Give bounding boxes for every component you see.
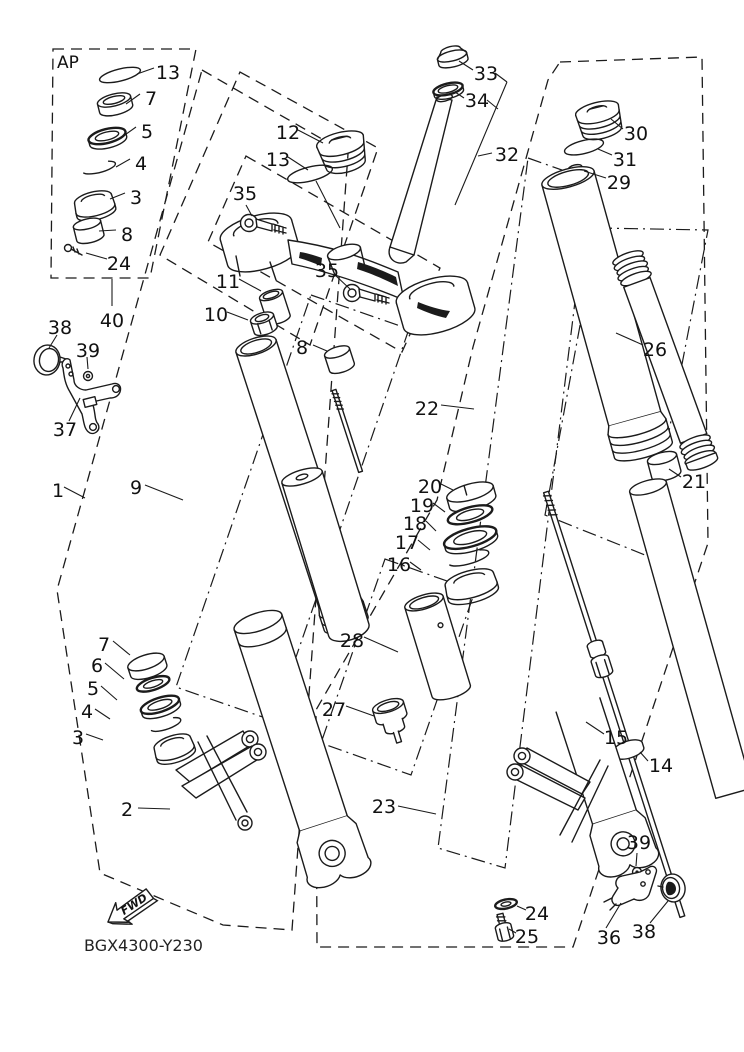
callout-31: 31: [612, 149, 638, 171]
callout-14: 14: [648, 755, 674, 777]
screw-24-ap: [65, 245, 83, 256]
spring-seat-27: [371, 696, 414, 747]
callout-3-left: 3: [71, 727, 85, 749]
callout-5-left: 5: [86, 678, 100, 700]
bolt-25-right: [492, 912, 514, 943]
callout-28: 28: [339, 630, 365, 652]
callout-4-left: 4: [80, 701, 94, 723]
callout-6-left: 6: [90, 655, 104, 677]
callout-40: 40: [99, 310, 125, 332]
clip-17: [448, 548, 490, 569]
callout-32: 32: [494, 144, 520, 166]
callout-26: 26: [642, 339, 668, 361]
cap-bolt-30: [574, 97, 626, 143]
part-code: BGX4300-Y230: [84, 936, 203, 955]
washer-24-right: [494, 897, 517, 910]
oil-seal-18: [442, 522, 500, 559]
washer-34: [432, 80, 465, 102]
callout-20: 20: [417, 476, 443, 498]
callout-38-left: 38: [47, 317, 73, 339]
callout-4-ap: 4: [134, 153, 148, 175]
screw-39-left: [84, 372, 93, 381]
callout-17: 17: [394, 532, 420, 554]
callout-7-ap: 7: [144, 88, 158, 110]
callout-38-right: 38: [631, 921, 657, 943]
bush-7-ap: [96, 90, 134, 119]
reflector-38-left: [32, 343, 66, 377]
callout-23: 23: [371, 796, 397, 818]
callout-9: 9: [129, 477, 143, 499]
callout-30: 30: [623, 123, 649, 145]
oring-13-crown: [286, 162, 334, 187]
callout-8-left: 8: [295, 337, 309, 359]
callout-3-ap: 3: [129, 187, 143, 209]
oil-seal-5-ap: [87, 125, 128, 153]
callout-1: 1: [51, 480, 65, 502]
spacer-28: [403, 589, 473, 703]
callout-39-right: 39: [626, 832, 652, 854]
callout-10: 10: [203, 304, 229, 326]
cap-8-left: [323, 343, 356, 376]
callout-35-upper: 35: [232, 183, 258, 205]
clip-4-ap: [82, 160, 116, 177]
callout-21: 21: [681, 471, 707, 493]
callout-34: 34: [464, 90, 490, 112]
callout-22: 22: [414, 398, 440, 420]
callout-37: 37: [52, 419, 78, 441]
inner-tube-15: [628, 476, 744, 799]
callout-39-left: 39: [75, 340, 101, 362]
ap-box-label: AP: [57, 53, 79, 73]
callout-25-right: 25: [514, 926, 540, 948]
reflector-38-right: [658, 872, 687, 904]
steering-stem-32: [389, 93, 453, 263]
oring-13-ap: [98, 64, 142, 86]
callout-35-lower: 35: [314, 260, 340, 282]
callout-5-ap: 5: [140, 121, 154, 143]
callout-33: 33: [473, 63, 499, 85]
left-seal-stack: [125, 649, 198, 768]
cap-33: [435, 43, 469, 70]
fwd-arrow: [101, 883, 160, 935]
callout-29: 29: [606, 172, 632, 194]
callout-24-ap: 24: [106, 253, 132, 275]
callout-8-ap: 8: [120, 224, 134, 246]
callout-11: 11: [215, 271, 241, 293]
fwd-arrow-label: FWD: [118, 891, 150, 918]
callout-13-ap: 13: [155, 62, 181, 84]
callout-2: 2: [120, 799, 134, 821]
callout-15: 15: [603, 727, 629, 749]
callout-12: 12: [275, 122, 301, 144]
callout-24-right: 24: [524, 903, 550, 925]
callout-7-left: 7: [97, 634, 111, 656]
callout-13-crown: 13: [265, 149, 291, 171]
callout-19: 19: [409, 495, 435, 517]
callout-16: 16: [386, 554, 412, 576]
callout-18: 18: [402, 513, 428, 535]
cap-bolt-12: [315, 127, 371, 178]
oring-31: [563, 136, 605, 158]
callout-36: 36: [596, 927, 622, 949]
callout-27: 27: [321, 699, 347, 721]
